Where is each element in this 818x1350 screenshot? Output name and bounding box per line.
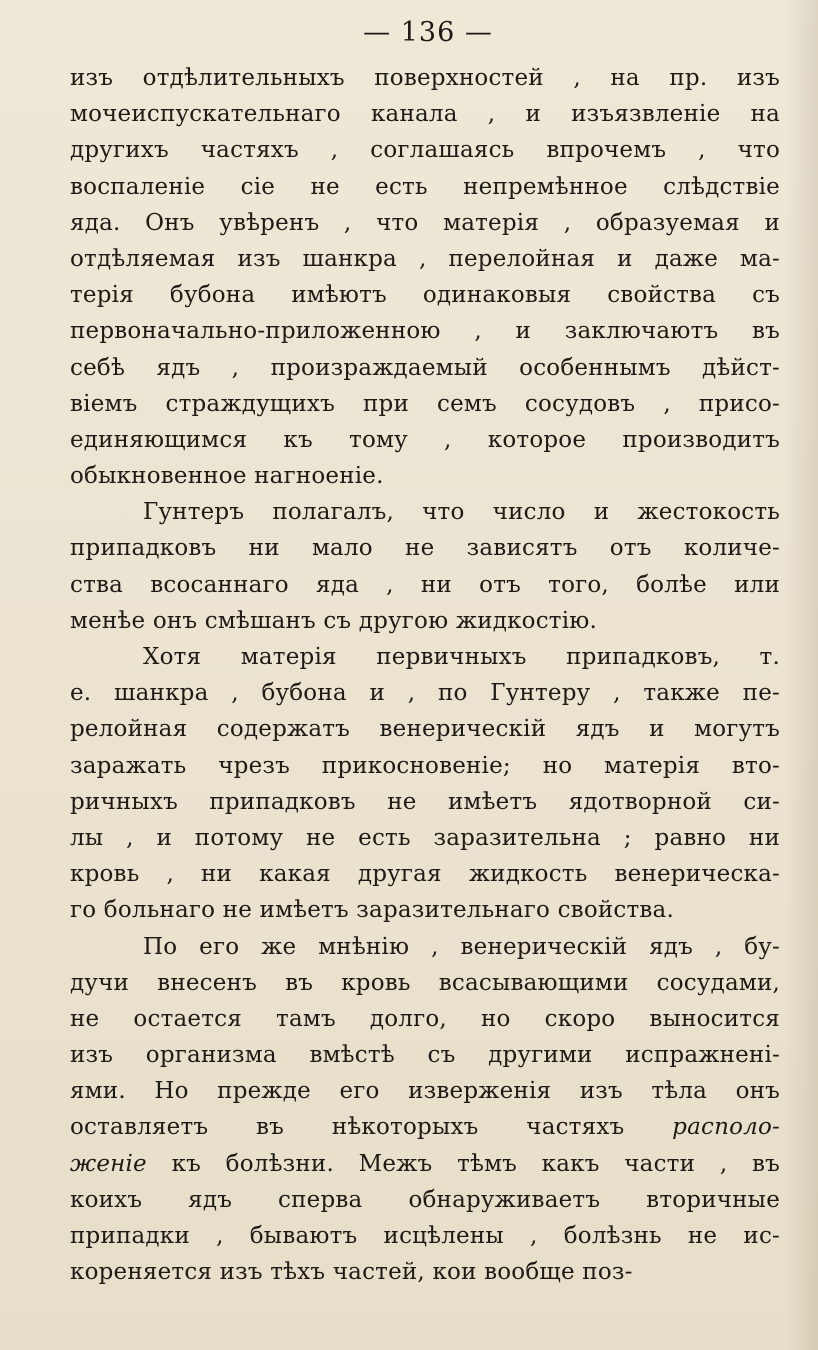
- text-line: го больнаго не имѣетъ заразительнаго свойства.: [70, 897, 674, 924]
- paragraph: [70, 494, 780, 639]
- paragraph: [70, 60, 780, 494]
- text-line: себѣ ядъ , произраждаемый особеннымъ дѣйст-: [70, 354, 780, 381]
- text-line: заражать чрезъ прикосновеніе; но матерія вто-: [70, 752, 780, 779]
- text-line: женіе къ болѣзни. Межъ тѣмъ какъ части , въ: [70, 1150, 780, 1177]
- text-line: яда. Онъ увѣренъ , что матерія , образуемая и: [70, 209, 780, 236]
- body-text: [70, 60, 780, 1290]
- text-line: отдѣляемая изъ шанкра , перелойная и даже ма-: [70, 245, 780, 272]
- paragraph: [70, 929, 780, 1291]
- text-line: релойная содержатъ венерическій ядъ и могутъ: [70, 716, 780, 743]
- text-line: ями. Но прежде его изверженія изъ тѣла онъ: [70, 1078, 780, 1105]
- text-line: припадковъ ни мало не зависятъ отъ количе-: [70, 535, 780, 562]
- text-line: терія бубона имѣютъ одинаковыя свойства съ: [70, 282, 780, 309]
- text-line: дучи внесенъ въ кровь всасывающими сосудами,: [70, 969, 780, 996]
- page-number: — 136 —: [363, 17, 493, 48]
- text-line: Хотя матерія первичныхъ припадковъ, т.: [143, 644, 780, 670]
- text-line: віемъ страждущихъ при семъ сосудовъ , присо-: [70, 390, 780, 417]
- text-line: кореняется изъ тѣхъ частей, кои вообще поз-: [70, 1259, 633, 1286]
- text-line: По его же мнѣнію , венерическій ядъ , бу-: [143, 933, 780, 960]
- text-line: лы , и потому не есть заразительна ; равно ни: [70, 824, 780, 851]
- text-line: припадки , бываютъ исцѣлены , болѣзнь не ис-: [70, 1223, 780, 1249]
- text-line: первоначально-приложенною , и заключаютъ въ: [70, 318, 780, 345]
- text-line: не остается тамъ долго, но скоро выносится: [70, 1005, 780, 1032]
- text-line: менѣе онъ смѣшанъ съ другою жидкостію.: [70, 607, 597, 634]
- text-line: коихъ ядъ сперва обнаруживаетъ вторичные: [70, 1186, 780, 1213]
- text-line: Гунтеръ полагалъ, что число и жестокость: [143, 499, 780, 526]
- text-line: ричныхъ припадковъ не имѣетъ ядотворной си-: [70, 788, 780, 815]
- text-line: мочеиспускательнаго канала , и изъязвленіе на: [70, 101, 780, 128]
- text-line: оставляетъ въ нѣкоторыхъ частяхъ располо-: [70, 1114, 780, 1141]
- text-line: единяющимся къ тому , которое производитъ: [70, 426, 780, 453]
- text-line: изъ организма вмѣстѣ съ другими испражненi-: [70, 1042, 780, 1069]
- text-line: обыкновенное нагноеніе.: [70, 463, 384, 490]
- text-line: другихъ частяхъ , соглашаясь впрочемъ , что: [70, 137, 780, 164]
- text-line: изъ отдѣлительныхъ поверхностей , на пр. изъ: [70, 65, 780, 91]
- text-line: воспаленіе сіе не есть непремѣнное слѣдствіе: [70, 173, 780, 200]
- emphasis: женіе: [70, 1150, 147, 1177]
- text-line: е. шанкра , бубона и , по Гунтеру , также пе-: [70, 680, 780, 707]
- text-line: ства всосаннаго яда , ни отъ того, болѣе или: [70, 571, 780, 598]
- paragraph: [70, 639, 780, 929]
- emphasis: располо-: [672, 1114, 780, 1141]
- text-line: кровь , ни какая другая жидкость венерическа-: [70, 861, 780, 888]
